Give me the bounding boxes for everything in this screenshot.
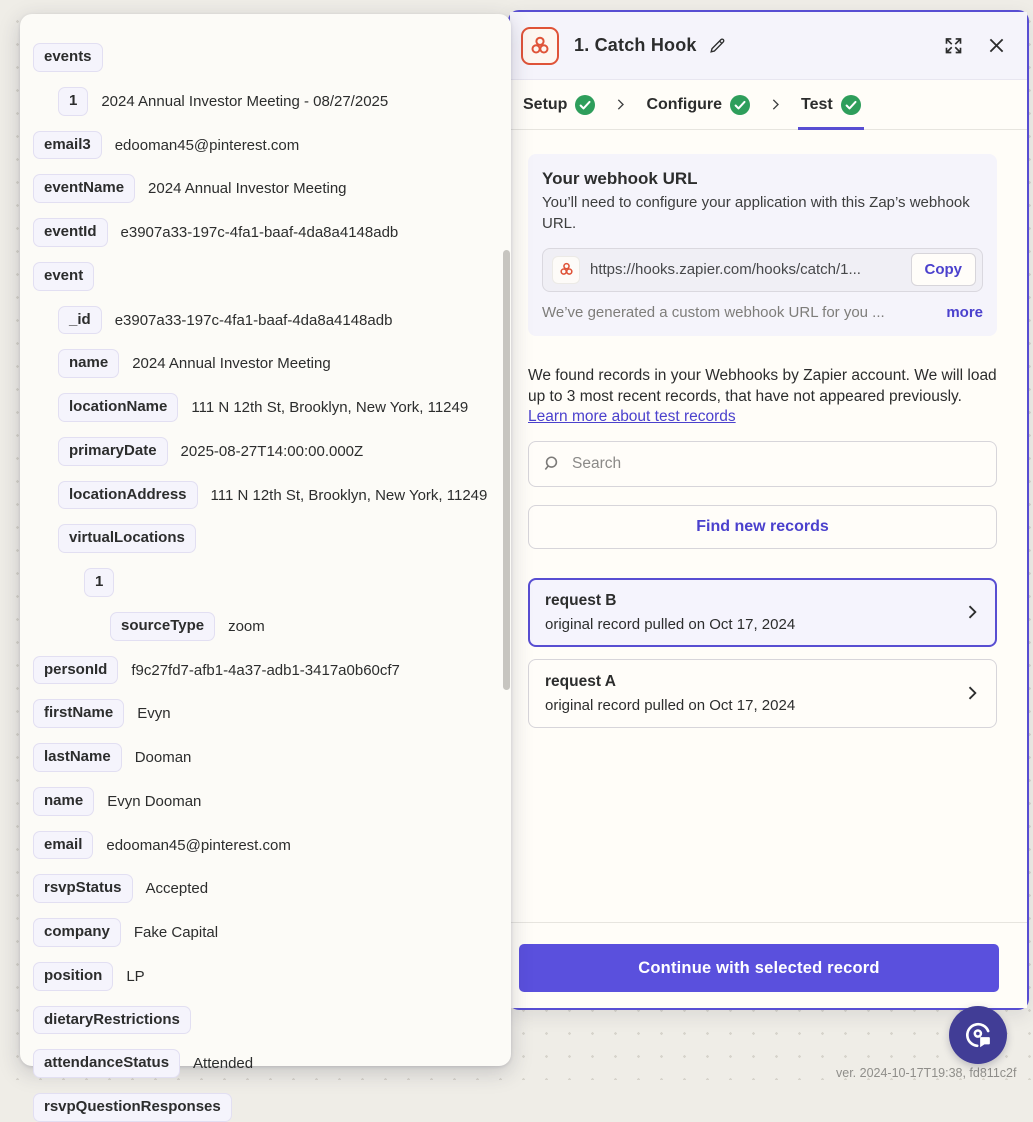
tree-row xyxy=(33,962,501,991)
tree-row xyxy=(33,393,501,422)
tree-value: Dooman xyxy=(134,749,192,766)
step-panel-header xyxy=(510,12,1027,80)
chevron-right-icon xyxy=(962,602,982,622)
tree-key-badge: events xyxy=(33,43,103,72)
tree-key-badge: email xyxy=(33,831,93,860)
record-card-text xyxy=(545,673,962,714)
tree-key-badge: personId xyxy=(33,656,118,685)
rename-step-button[interactable] xyxy=(706,34,730,58)
tree-key-badge: eventName xyxy=(33,174,135,203)
expand-icon xyxy=(943,35,964,56)
tab-separator-icon xyxy=(613,80,628,129)
tree-value: e3907a33-197c-4fa1-baaf-4da8a4148adb xyxy=(114,311,393,329)
step-panel-footer xyxy=(510,922,1027,1008)
webhook-note: We’ve generated a custom webhook URL for you ... xyxy=(542,303,885,321)
tree-key-badge: _id xyxy=(58,306,102,335)
tree-row xyxy=(33,524,501,553)
record-search-box xyxy=(528,441,997,487)
search-input[interactable] xyxy=(572,455,983,473)
tree-value: 2025-08-27T14:00:00.000Z xyxy=(180,442,364,460)
tree-row xyxy=(33,87,501,116)
support-chat-icon xyxy=(962,1019,994,1051)
chevron-right-icon xyxy=(962,683,982,703)
tree-value: LP xyxy=(126,967,145,985)
more-link[interactable]: more xyxy=(946,303,983,321)
webhook-app-icon xyxy=(521,27,559,65)
check-circle-icon xyxy=(575,95,595,115)
tree-value: 2024 Annual Investor Meeting xyxy=(148,180,347,198)
help-chat-fab[interactable] xyxy=(949,1006,1007,1064)
tree-row xyxy=(33,918,501,947)
check-circle-icon xyxy=(841,95,861,115)
tree-key-badge: eventId xyxy=(33,218,108,247)
webhook-note-row xyxy=(542,304,983,321)
tree-value: 2024 Annual Investor Meeting - 08/27/2025 xyxy=(101,92,389,110)
tree-value: Accepted xyxy=(145,880,209,898)
tree-key-badge: attendanceStatus xyxy=(33,1049,180,1078)
tree-key-badge: name xyxy=(58,349,119,378)
tree-key-badge: sourceType xyxy=(110,612,215,641)
tree-value: f9c27fd7-afb1-4a37-adb1-3417a0b60cf7 xyxy=(131,661,400,679)
tree-value: edooman45@pinterest.com xyxy=(114,136,300,154)
copy-url-button[interactable]: Copy xyxy=(911,253,977,286)
tree-row xyxy=(33,43,501,72)
tree-key-badge: event xyxy=(33,262,94,291)
tree-key-badge: 1 xyxy=(84,568,114,597)
check-circle-icon xyxy=(730,95,750,115)
webhook-url-row xyxy=(542,248,983,292)
learn-more-link[interactable]: Learn more about test records xyxy=(528,407,736,425)
tree-key-badge: company xyxy=(33,918,121,947)
tree-key-badge: 1 xyxy=(58,87,88,116)
tab-test[interactable] xyxy=(798,80,864,129)
test-tab-content xyxy=(510,130,1027,922)
tree-row xyxy=(33,699,501,728)
tree-row xyxy=(33,743,501,772)
tree-row xyxy=(33,1049,501,1078)
tree-value: 111 N 12th St, Brooklyn, New York, 11249 xyxy=(210,486,488,504)
tree-value: Evyn xyxy=(137,705,171,723)
tree-key-badge: firstName xyxy=(33,699,124,728)
tree-key-badge: rsvpStatus xyxy=(33,874,133,903)
step-panel xyxy=(508,10,1029,1010)
tree-value: 2024 Annual Investor Meeting xyxy=(132,355,331,373)
tab-label: Setup xyxy=(523,95,568,113)
record-card[interactable] xyxy=(528,659,997,728)
tree-value: Attended xyxy=(193,1055,254,1073)
continue-button[interactable]: Continue with selected record xyxy=(519,944,999,992)
tree-key-badge: primaryDate xyxy=(58,437,168,466)
tree-row xyxy=(33,612,501,641)
pencil-icon xyxy=(708,36,727,55)
tree-row xyxy=(33,306,501,335)
record-list xyxy=(528,578,997,728)
record-name: request B xyxy=(545,591,617,609)
tree-row xyxy=(33,349,501,378)
record-data-popover xyxy=(20,14,511,1115)
tab-label: Configure xyxy=(646,95,722,113)
webhook-icon xyxy=(552,256,580,284)
tab-label: Test xyxy=(801,95,833,113)
record-tree xyxy=(20,14,511,1115)
tree-row xyxy=(33,262,501,291)
tree-row xyxy=(33,174,501,203)
tree-value: Fake Capital xyxy=(133,924,219,941)
tree-row xyxy=(33,568,501,597)
tree-key-badge: virtualLocations xyxy=(58,524,196,553)
search-icon xyxy=(542,454,561,473)
tree-row xyxy=(33,218,501,247)
tree-value: edooman45@pinterest.com xyxy=(106,836,291,854)
close-icon xyxy=(986,35,1007,56)
tree-value: 111 N 12th St, Brooklyn, New York, 11249 xyxy=(191,399,469,416)
record-meta: original record pulled on Oct 17, 2024 xyxy=(545,696,796,714)
close-panel-button[interactable] xyxy=(983,33,1009,59)
step-title: 1. Catch Hook xyxy=(574,35,697,55)
tree-key-badge: rsvpQuestionResponses xyxy=(33,1093,232,1122)
tree-key-badge: locationName xyxy=(58,393,178,422)
tree-key-badge: email3 xyxy=(33,131,102,160)
tree-row xyxy=(33,787,501,816)
record-card-text xyxy=(545,592,962,633)
tree-key-badge: position xyxy=(33,962,113,991)
record-name: request A xyxy=(545,672,616,690)
build-version-text: ver. 2024-10-17T19:38, fd811c2f xyxy=(836,1066,1017,1080)
tree-key-badge: name xyxy=(33,787,94,816)
tree-row xyxy=(33,437,501,466)
tree-value: e3907a33-197c-4fa1-baaf-4da8a4148adb xyxy=(120,224,399,241)
popover-scrollbar[interactable] xyxy=(503,250,510,690)
tree-row xyxy=(33,1093,501,1122)
tree-row xyxy=(33,1006,501,1035)
tree-row xyxy=(33,874,501,903)
record-meta: original record pulled on Oct 17, 2024 xyxy=(545,615,796,633)
tree-key-badge: locationAddress xyxy=(58,481,198,510)
tree-value: Evyn Dooman xyxy=(107,792,202,810)
tab-setup[interactable] xyxy=(520,80,598,129)
record-card[interactable] xyxy=(528,578,997,647)
step-tab-bar xyxy=(510,80,1027,130)
tree-row xyxy=(33,656,501,685)
tree-row xyxy=(33,481,501,510)
webhook-url-card xyxy=(528,154,997,336)
tree-row xyxy=(33,131,501,160)
find-new-records-button[interactable]: Find new records xyxy=(528,505,997,549)
expand-panel-button[interactable] xyxy=(940,33,966,59)
records-intro-text: We found records in your Webhooks by Zapier account. We will load up to 3 most recent records, that have not appeared previously. xyxy=(528,366,997,406)
tab-separator-icon xyxy=(768,80,783,129)
tree-key-badge: dietaryRestrictions xyxy=(33,1006,191,1035)
tree-value: zoom xyxy=(228,617,265,635)
tree-row xyxy=(33,831,501,860)
tree-key-badge: lastName xyxy=(33,743,122,772)
webhook-card-description: You’ll need to configure your application with this Zap’s webhook URL. xyxy=(542,194,970,233)
tab-configure[interactable] xyxy=(643,80,753,129)
webhook-url-value: https://hooks.zapier.com/hooks/catch/1... xyxy=(590,261,861,279)
webhook-card-title: Your webhook URL xyxy=(542,169,698,188)
